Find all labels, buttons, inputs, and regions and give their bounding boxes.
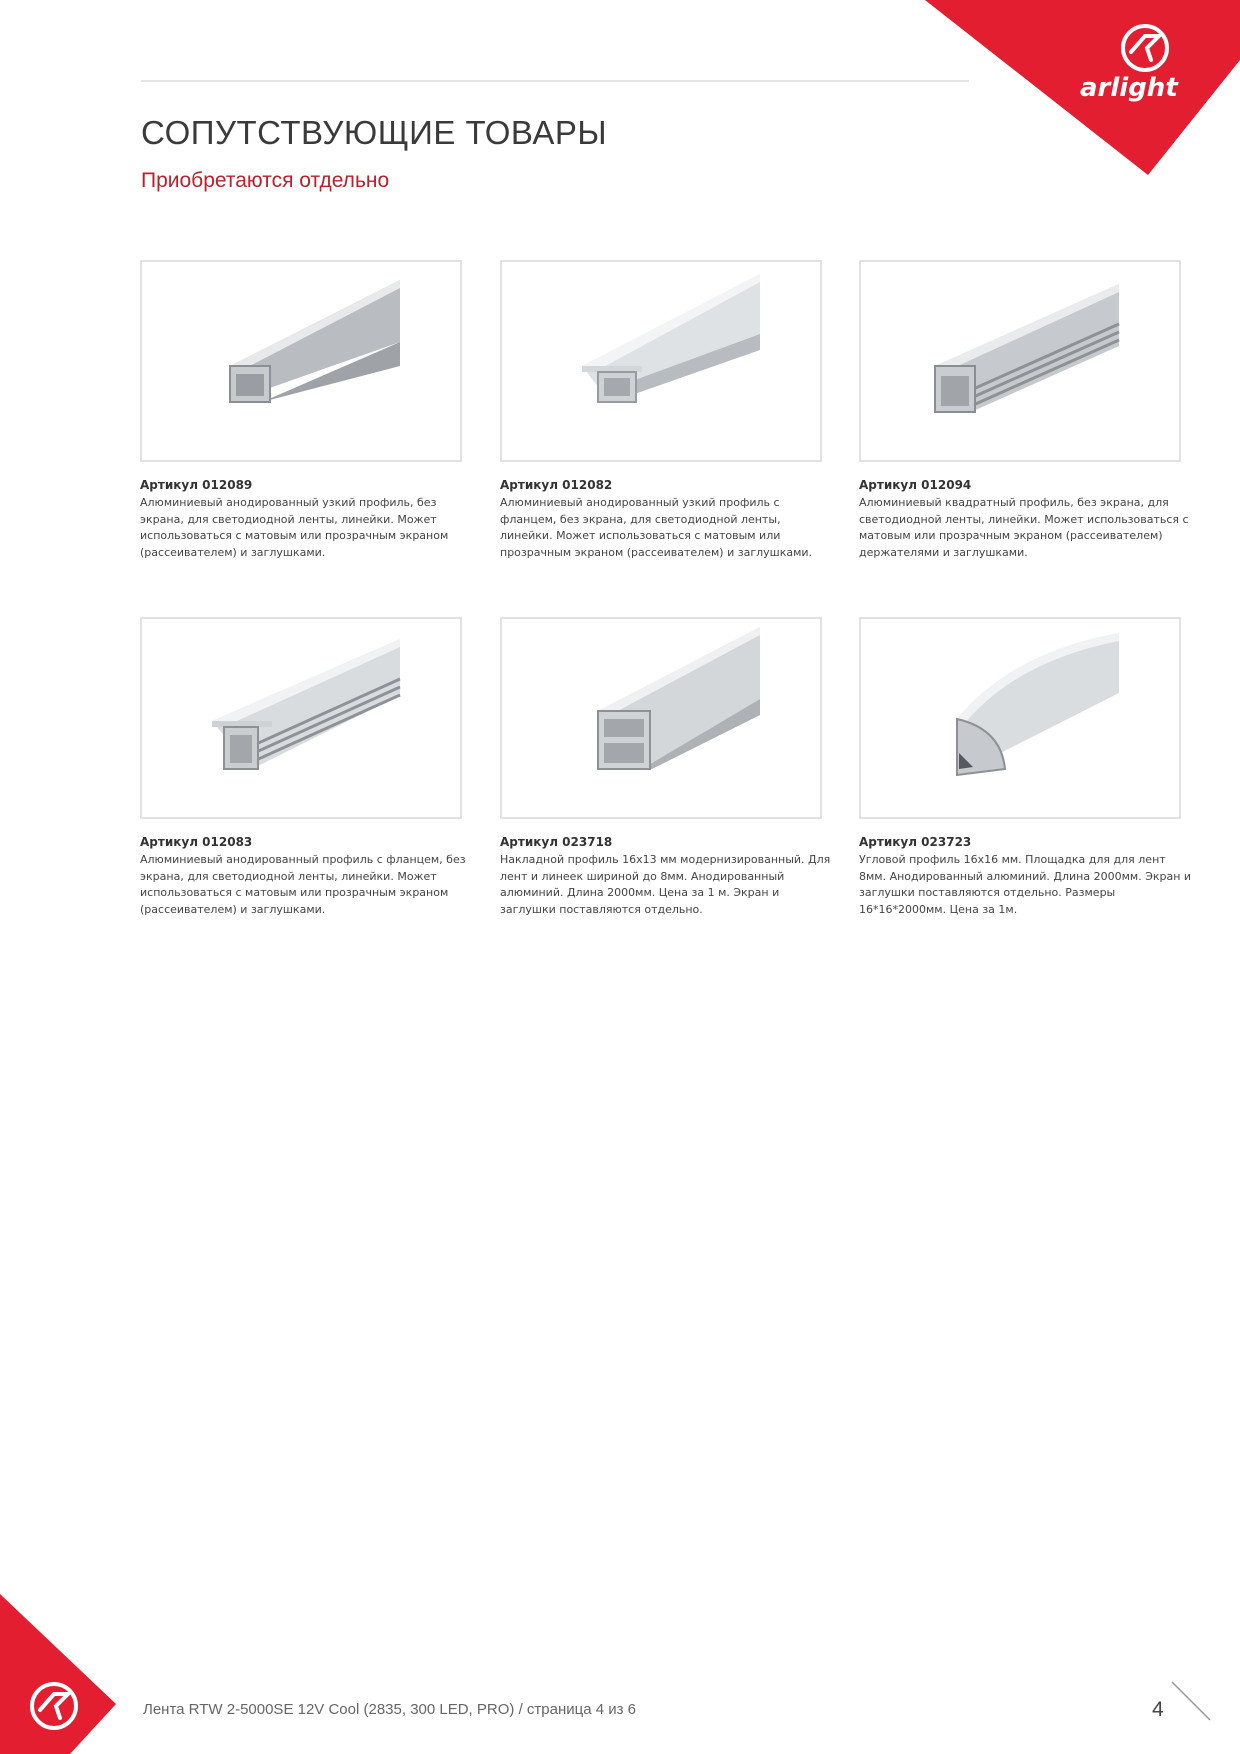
footer-document-info: Лента RTW 2-5000SE 12V Cool (2835, 300 LED, PRO) / страница 4 из 6 bbox=[143, 1701, 636, 1718]
product-description: Алюминиевый анодированный узкий профиль с фланцем, без экрана, для светодиодной ленты, линейки. Может использоваться с матовым или прозрачным экраном (рассеивателем) и заглушками. bbox=[500, 496, 813, 559]
header-rule bbox=[141, 80, 969, 82]
product-article: Артикул 012094 bbox=[859, 478, 972, 492]
product-image-frame bbox=[500, 617, 822, 819]
page-subtitle: Приобретаются отдельно bbox=[141, 169, 390, 192]
surface-profile-image bbox=[502, 619, 820, 817]
page-corner-slash bbox=[1170, 1680, 1212, 1722]
product-card bbox=[500, 617, 830, 918]
brand-corner-footer bbox=[0, 1594, 120, 1754]
product-image-frame bbox=[140, 260, 462, 462]
product-article: Артикул 012082 bbox=[500, 478, 613, 492]
product-image-frame bbox=[859, 617, 1181, 819]
page-number: 4 bbox=[1152, 1698, 1164, 1721]
flanged-narrow-profile-image bbox=[502, 262, 820, 460]
product-card bbox=[140, 617, 470, 918]
corner-profile-image bbox=[861, 619, 1179, 817]
narrow-profile-image bbox=[142, 262, 460, 460]
product-card bbox=[140, 260, 470, 561]
product-description: Алюминиевый анодированный профиль с фланцем, без экрана, для светодиодной ленты, линейки. Может использоваться с матовым или прозрачным экраном (рассеивателем) и заглушками. bbox=[140, 853, 466, 916]
product-image-frame bbox=[859, 260, 1181, 462]
product-description: Накладной профиль 16x13 мм модернизированный. Для лент и линеек шириной до 8мм. Анодированный алюминий. Длина 2000мм. Цена за 1 м. Экран и заглушки поставляются отдельно. bbox=[500, 853, 831, 916]
page-title: СОПУТСТВУЮЩИЕ ТОВАРЫ bbox=[141, 114, 608, 151]
product-card bbox=[859, 617, 1192, 918]
product-image-frame bbox=[500, 260, 822, 462]
product-article: Артикул 023718 bbox=[500, 835, 613, 849]
product-image-frame bbox=[140, 617, 462, 819]
product-description: Алюминиевый анодированный узкий профиль, без экрана, для светодиодной ленты, линейки. Может использоваться с матовым или прозрачным экраном (рассеивателем) и заглушками. bbox=[140, 496, 449, 559]
brand-corner-banner bbox=[925, 0, 1240, 175]
product-description: Угловой профиль 16x16 мм. Площадка для для лент 8мм. Анодированный алюминий. Длина 2000мм. Экран и заглушки поставляются отдельно. Размеры 16*16*2000мм. Цена за 1м. bbox=[859, 853, 1192, 916]
product-card bbox=[500, 260, 830, 561]
brand-logo-text: arlight bbox=[1080, 73, 1178, 103]
square-profile-image bbox=[861, 262, 1179, 460]
product-article: Артикул 012083 bbox=[140, 835, 253, 849]
product-article: Артикул 023723 bbox=[859, 835, 972, 849]
product-article: Артикул 012089 bbox=[140, 478, 253, 492]
flanged-profile-image bbox=[142, 619, 460, 817]
product-card bbox=[859, 260, 1189, 561]
product-description: Алюминиевый квадратный профиль, без экрана, для светодиодной ленты, линейки. Может использоваться с матовым или прозрачным экраном (рассеивателем) держателями и заглушками. bbox=[859, 496, 1189, 559]
